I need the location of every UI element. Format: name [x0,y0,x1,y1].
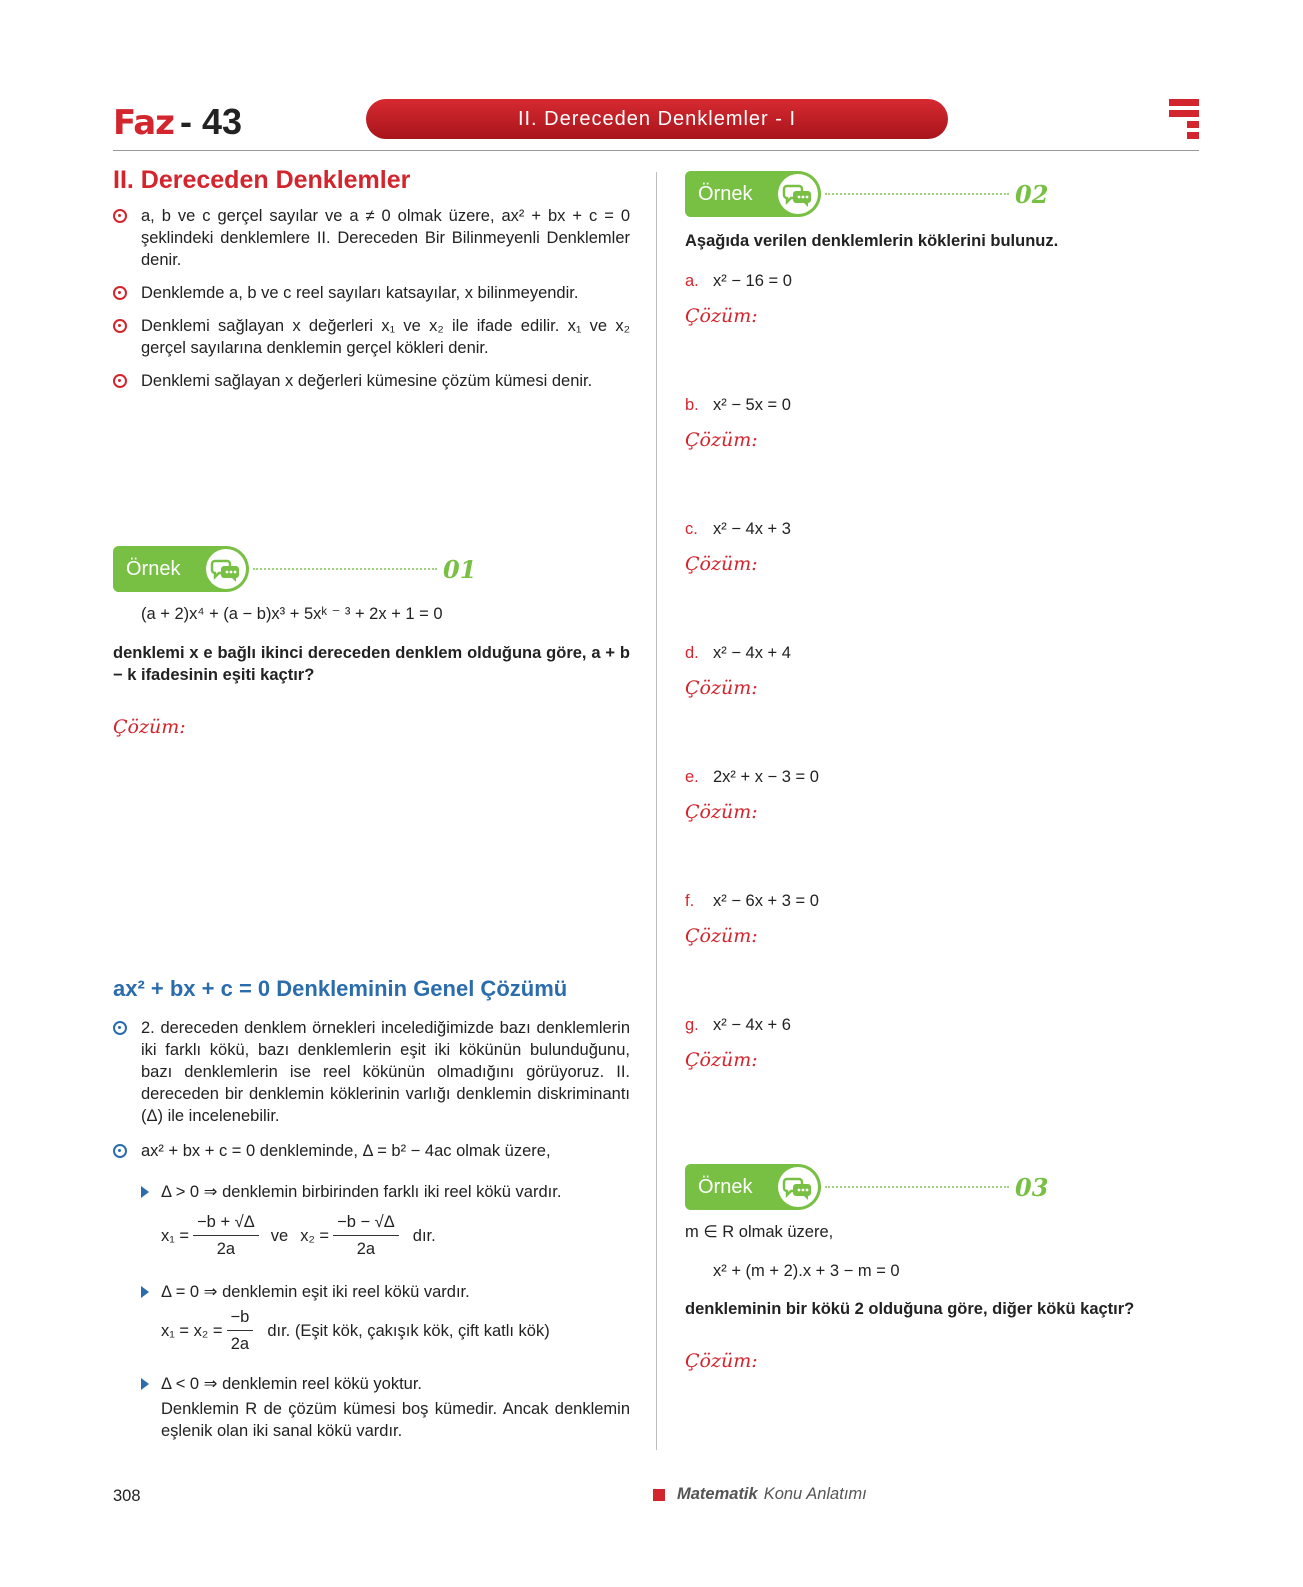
bullet-item [113,282,630,304]
item-label: f. [685,892,695,910]
example-equation: x² + (m + 2).x + 3 − m = 0 [713,1262,900,1280]
bullet-target-icon [113,374,127,388]
case-zero-discriminant [141,1282,470,1302]
case-negative-discriminant [141,1374,422,1394]
double-root-fraction [227,1306,254,1355]
bullet-target-icon [113,209,127,223]
brand-book: Konu Anlatımı [763,1485,867,1503]
speech-bubble-icon [206,549,246,589]
dotted-leader [825,193,1009,195]
triangle-bullet-icon [141,1286,149,1298]
item-equation: x² − 4x + 4 [713,644,791,662]
solution-label: Çözüm: [685,553,758,575]
example-equation: (a + 2)x⁴ + (a − b)x³ + 5xᵏ ⁻ ³ + 2x + 1 = 0 [141,605,443,623]
item-label: d. [685,644,699,662]
solution-label: Çözüm: [685,305,758,327]
bullet-target-icon [113,319,127,333]
example-question: denklemi x e bağlı ikinci dereceden denklem olduğuna göre, a + b − k ifadesinin eşiti kaçtır? [113,644,630,684]
conjunction-ve: ve [270,1226,289,1245]
item-equation: x² − 4x + 6 [713,1016,791,1034]
item-equation: x² − 5x = 0 [713,396,791,414]
example-header-03 [685,1164,1048,1210]
solution-label: Çözüm: [685,1350,758,1372]
item-label: c. [685,520,698,538]
x1-lhs: x₁ = [161,1226,190,1245]
example-header-02 [685,171,1048,217]
footer-brand [653,1485,867,1504]
faz-logo [113,100,243,143]
x1-denominator: 2a [216,1240,236,1258]
bullet-text: Denklemde a, b ve c reel sayıları katsayılar, x bilinmeyendir. [141,284,579,302]
dotted-leader [825,1186,1009,1188]
bullet-text: 2. dereceden denklem örnekleri incelediğimizde bazı denklemlerin iki farklı kökü, bazı denklemlerin eşit iki kökünün bulunduğunu, bazı denklemlerin ise reel kökünün olmadığını görüyoruz. II. dereceden bir denklemin köklerinin varlığı denklemin diskriminantı (Δ) ile incelenebilir. [141,1019,630,1125]
speech-bubble-icon [778,1167,818,1207]
bullet-target-icon [113,286,127,300]
header-divider [113,150,1199,151]
section-title-general-solution: ax² + bx + c = 0 Denkleminin Genel Çözümü [113,976,568,1001]
solution-label: Çözüm: [685,677,758,699]
item-equation: x² − 6x + 3 = 0 [713,892,819,910]
example-badge [113,546,249,592]
page-number: 308 [113,1487,141,1505]
example-badge [685,171,821,217]
exercise-item [685,1014,1185,1114]
item-label: g. [685,1016,699,1034]
section-title: II. Dereceden Denklemler [113,166,411,194]
solution-label: Çözüm: [685,1049,758,1071]
exercise-item [685,518,1185,642]
dotted-leader [253,568,437,570]
example-condition: m ∈ R olmak üzere, [685,1223,834,1241]
bullet-text: Denklemi sağlayan x değerleri x₁ ve x₂ ile ifade edilir. x₁ ve x₂ gerçel sayılarına denklemin gerçel kökleri denir. [141,317,630,357]
item-label: b. [685,396,699,414]
x1-fraction [193,1211,259,1260]
double-root-formula [161,1306,550,1355]
bullet-item [113,1017,630,1127]
definition-bullets [113,205,630,392]
item-equation: x² − 4x + 3 [713,520,791,538]
case-positive-discriminant [141,1182,561,1202]
corner-logo-mark-icon [1169,99,1199,139]
exercise-item [685,394,1185,518]
triangle-bullet-icon [141,1186,149,1198]
root-formula [161,1211,436,1260]
item-equation: x² − 16 = 0 [713,272,792,290]
x2-lhs: x₂ = [300,1226,330,1245]
double-root-denominator: 2a [230,1335,250,1353]
solution-label: Çözüm: [685,925,758,947]
example-question: denkleminin bir kökü 2 olduğuna göre, diğer kökü kaçtır? [685,1300,1135,1318]
example-number: 03 [1015,1172,1049,1202]
item-label: a. [685,272,699,290]
triangle-bullet-icon [141,1378,149,1390]
example-label: Örnek [698,182,753,205]
exercise-item [685,642,1185,766]
example-number: 01 [443,554,477,584]
column-divider [656,172,657,1450]
faz-number: - 43 [179,101,243,142]
example-header-01 [113,546,476,592]
brand-subject: Matematik [677,1485,758,1503]
item-equation: 2x² + x − 3 = 0 [713,768,819,786]
solution-label: Çözüm: [685,801,758,823]
chapter-title-banner [366,99,948,139]
formula-tail: dır. [412,1226,436,1245]
x2-fraction [333,1211,399,1260]
general-solution-bullets [113,1017,630,1162]
exercise-item [685,270,1185,394]
chapter-title: II. Dereceden Denklemler - I [517,107,797,130]
x2-numerator: −b − √Δ [333,1211,399,1236]
x1-numerator: −b + √Δ [193,1211,259,1236]
example-question: Aşağıda verilen denklemlerin köklerini bulunuz. [685,232,1059,250]
bullet-text: Denklemi sağlayan x değerleri kümesine çözüm kümesi denir. [141,372,593,390]
bullet-text: ax² + bx + c = 0 denkleminde, Δ = b² − 4ac olmak üzere, [141,1142,551,1160]
solution-label: Çözüm: [113,716,186,738]
example-label: Örnek [698,1175,753,1198]
example-badge [685,1164,821,1210]
faz-logo-word: Faz [113,103,174,143]
bullet-target-icon [113,1144,127,1158]
case-note: Denklemin R de çözüm kümesi boş kümedir. Ancak denklemin eşlenik olan iki sanal kökü vardır. [161,1400,630,1440]
bullet-text: a, b ve c gerçel sayılar ve a ≠ 0 olmak üzere, ax² + bx + c = 0 şeklindeki denklemlere II. Dereceden Bir Bilinmeyenli Denklemler denir. [141,207,630,269]
double-root-numerator: −b [227,1306,254,1331]
exercise-item [685,766,1185,890]
item-label: e. [685,768,699,786]
bullet-item [113,315,630,359]
case-text: Δ > 0 ⇒ denklemin birbirinden farklı iki reel kökü vardır. [161,1183,562,1201]
x2-denominator: 2a [356,1240,376,1258]
bullet-item [113,370,630,392]
bullet-target-icon [113,1021,127,1035]
case-text: Δ < 0 ⇒ denklemin reel kökü yoktur. [161,1375,423,1393]
red-square-icon [653,1489,665,1501]
formula-tail: dır. (Eşit kök, çakışık kök, çift katlı kök) [267,1321,550,1340]
bullet-item [113,1140,630,1162]
exercise-item [685,890,1185,1014]
example-number: 02 [1015,179,1049,209]
exercise-list [685,270,1185,1114]
speech-bubble-icon [778,174,818,214]
solution-label: Çözüm: [685,429,758,451]
double-root-lhs: x₁ = x₂ = [161,1321,223,1340]
case-text: Δ = 0 ⇒ denklemin eşit iki reel kökü vardır. [161,1283,470,1301]
example-label: Örnek [126,557,181,580]
bullet-item [113,205,630,271]
